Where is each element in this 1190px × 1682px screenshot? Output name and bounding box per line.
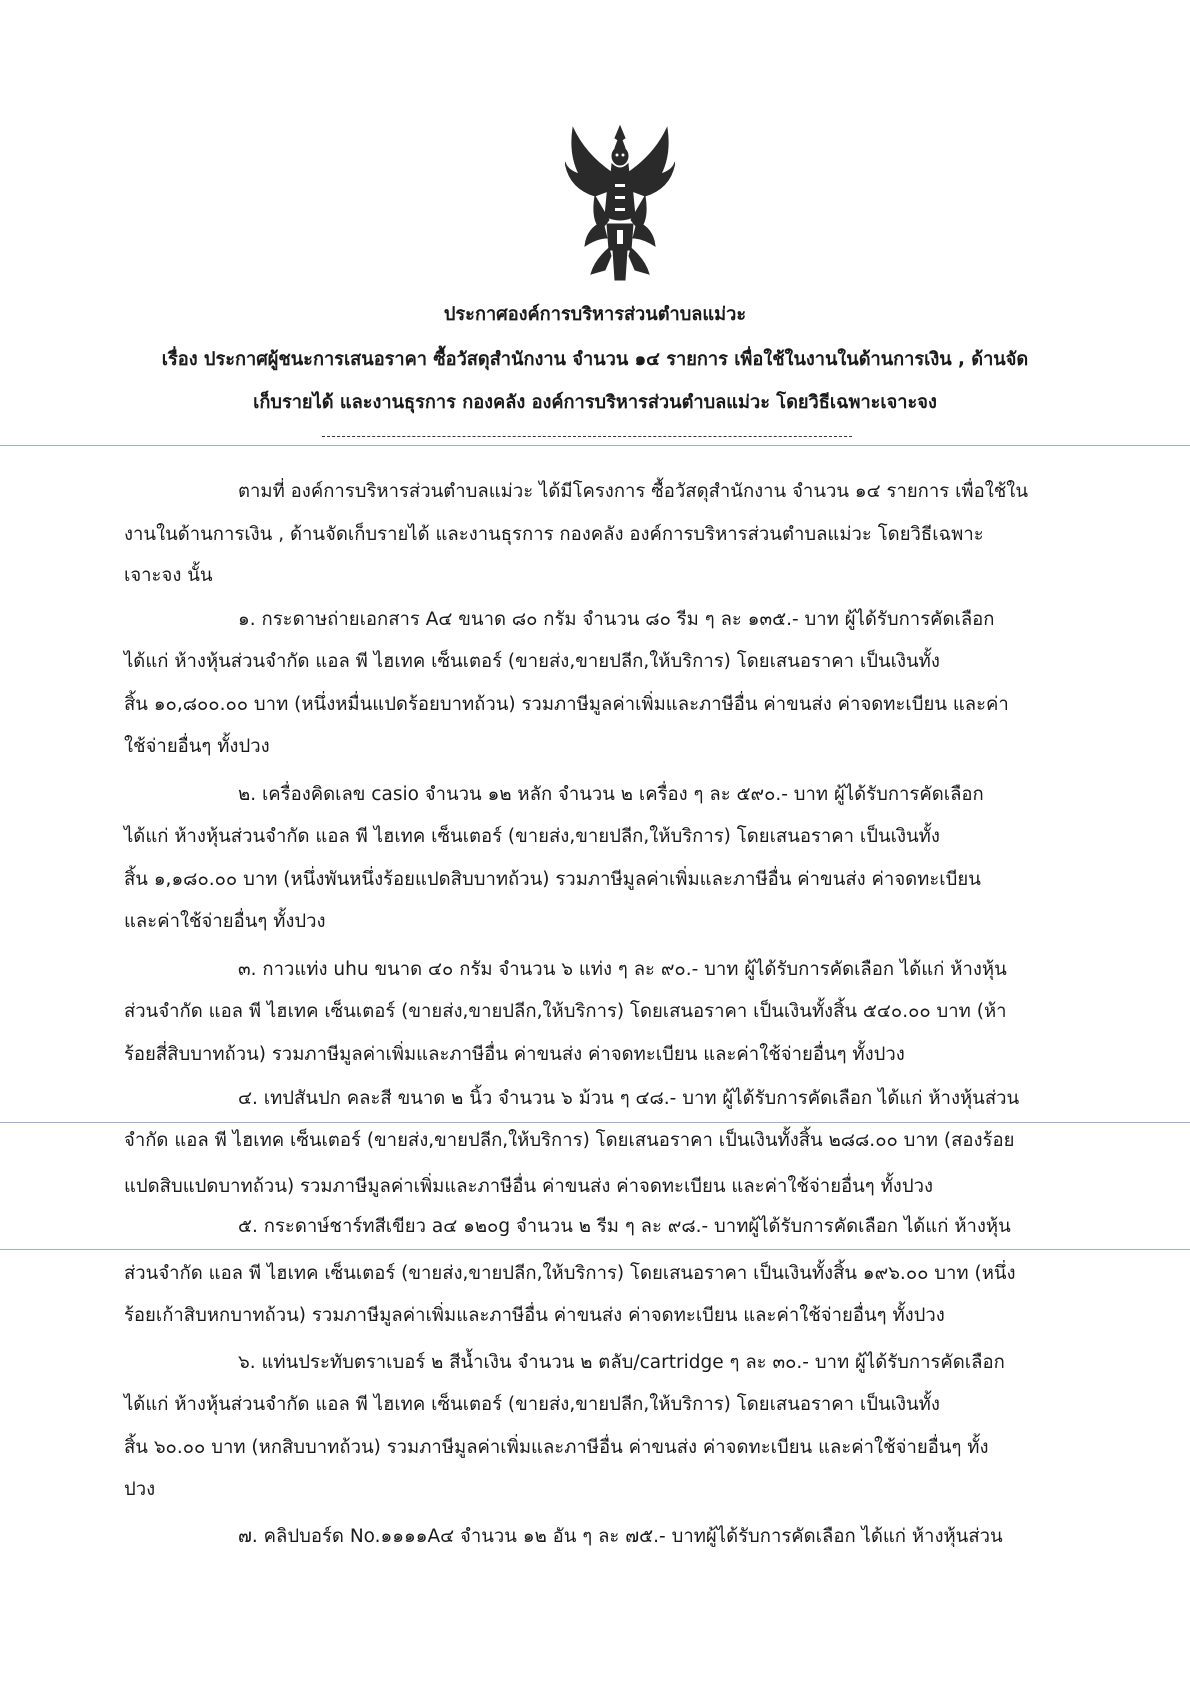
item-line: ส่วนจำกัด แอล พี ไฮเทค เซ็นเตอร์ (ขายส่ง,ขายปลีก,ให้บริการ) โดยเสนอราคา เป็นเงินทั้งสิ้น ๕๔๐.๐๐ บาท (ห้า [124,1001,1007,1022]
item-line: ปวง [124,1479,156,1500]
item-line: ได้แก่ ห้างหุ้นส่วนจำกัด แอล พี ไฮเทค เซ็นเตอร์ (ขายส่ง,ขายปลีก,ให้บริการ) โดยเสนอราคา เป็นเงินทั้ง [124,826,940,847]
scan-line [0,1249,1190,1250]
item-line: ๗. คลิปบอร์ด No.๑๑๑๑A๔ จำนวน ๑๒ อัน ๆ ละ ๗๕.- บาทผู้ได้รับการคัดเลือก ได้แก่ ห้างหุ้นส่วน [238,1526,1003,1547]
item-line: สิ้น ๑,๑๘๐.๐๐ บาท (หนึ่งพันหนึ่งร้อยแปดสิบบาทถ้วน) รวมภาษีมูลค่าเพิ่มและภาษีอื่น ค่าขนส่ง ค่าจดทะเบียน [124,869,981,890]
item-line: ส่วนจำกัด แอล พี ไฮเทค เซ็นเตอร์ (ขายส่ง,ขายปลีก,ให้บริการ) โดยเสนอราคา เป็นเงินทั้งสิ้น ๑๙๖.๐๐ บาท (หนึ่ง [124,1263,1016,1284]
scan-line [0,445,1190,446]
item-line: ๑. กระดาษถ่ายเอกสาร A๔ ขนาด ๘๐ กรัม จำนวน ๘๐ รีม ๆ ละ ๑๓๕.- บาท ผู้ได้รับการคัดเลือก [238,609,995,630]
item-line: สิ้น ๖๐.๐๐ บาท (หกสิบบาทถ้วน) รวมภาษีมูลค่าเพิ่มและภาษีอื่น ค่าขนส่ง ค่าจดทะเบียน และค่าใช้จ่ายอื่นๆ ทั้ง [124,1437,989,1458]
item-line: และค่าใช้จ่ายอื่นๆ ทั้งปวง [124,911,326,932]
subject-line: เรื่อง ประกาศผู้ชนะการเสนอราคา ซื้อวัสดุสำนักงาน จำนวน ๑๔ รายการ เพื่อใช้ในงานในด้านการเงิน , ด้านจัด [161,349,1029,370]
item-line: จำกัด แอล พี ไฮเทค เซ็นเตอร์ (ขายส่ง,ขายปลีก,ให้บริการ) โดยเสนอราคา เป็นเงินทั้งสิ้น ๒๘๘.๐๐ บาท (สองร้อย [124,1130,1015,1151]
garuda-emblem-icon [565,124,675,282]
document-title: ประกาศองค์การบริหารส่วนตำบลแม่วะ [443,304,747,325]
item-line: ๔. เทปสันปก คละสี ขนาด ๒ นิ้ว จำนวน ๖ ม้วน ๆ ๔๘.- บาท ผู้ได้รับการคัดเลือก ได้แก่ ห้างหุ้นส่วน [238,1088,1020,1109]
item-line: ๖. แท่นประทับตราเบอร์ ๒ สีน้ำเงิน จำนวน ๒ ตลับ/cartridge ๆ ละ ๓๐.- บาท ผู้ได้รับการคัดเลือก [238,1352,1005,1373]
scan-line [0,1122,1190,1123]
item-line: ใช้จ่ายอื่นๆ ทั้งปวง [124,736,270,757]
item-line: ได้แก่ ห้างหุ้นส่วนจำกัด แอล พี ไฮเทค เซ็นเตอร์ (ขายส่ง,ขายปลีก,ให้บริการ) โดยเสนอราคา เป็นเงินทั้ง [124,651,940,672]
item-line: ๕. กระดาษ์ชาร์ทสีเขียว a๔ ๑๒๐g จำนวน ๒ รีม ๆ ละ ๙๘.- บาทผู้ได้รับการคัดเลือก ได้แก่ ห้างหุ้น [238,1216,1011,1237]
item-line: ๒. เครื่องคิดเลข casio จำนวน ๑๒ หลัก จำนวน ๒ เครื่อง ๆ ละ ๕๙๐.- บาท ผู้ได้รับการคัดเลือก [238,784,984,805]
item-line: ได้แก่ ห้างหุ้นส่วนจำกัด แอล พี ไฮเทค เซ็นเตอร์ (ขายส่ง,ขายปลีก,ให้บริการ) โดยเสนอราคา เป็นเงินทั้ง [124,1394,940,1415]
intro-line: ตามที่ องค์การบริหารส่วนตำบลแม่วะ ได้มีโครงการ ซื้อวัสดุสำนักงาน จำนวน ๑๔ รายการ เพื่อใช้ใน [238,481,1028,502]
intro-line: งานในด้านการเงิน , ด้านจัดเก็บรายได้ และงานธุรการ กองคลัง องค์การบริหารส่วนตำบลแม่วะ โดยวิธีเฉพาะ [124,524,984,545]
intro-line: เจาะจง นั้น [124,565,213,586]
item-line: ๓. กาวแท่ง uhu ขนาด ๔๐ กรัม จำนวน ๖ แท่ง ๆ ละ ๙๐.- บาท ผู้ได้รับการคัดเลือก ได้แก่ ห้างหุ้น [238,959,1007,980]
subject-line: เก็บรายได้ และงานธุรการ กองคลัง องค์การบริหารส่วนตำบลแม่วะ โดยวิธีเฉพาะเจาะจง [253,392,937,413]
item-line: ร้อยเก้าสิบหกบาทถ้วน) รวมภาษีมูลค่าเพิ่มและภาษีอื่น ค่าขนส่ง ค่าจดทะเบียน และค่าใช้จ่ายอื่นๆ ทั้งปวง [124,1305,945,1326]
item-line: แปดสิบแปดบาทถ้วน) รวมภาษีมูลค่าเพิ่มและภาษีอื่น ค่าขนส่ง ค่าจดทะเบียน และค่าใช้จ่ายอื่นๆ ทั้งปวง [124,1176,934,1197]
header-separator [322,436,852,437]
item-line: ร้อยสี่สิบบาทถ้วน) รวมภาษีมูลค่าเพิ่มและภาษีอื่น ค่าขนส่ง ค่าจดทะเบียน และค่าใช้จ่ายอื่นๆ ทั้งปวง [124,1044,905,1065]
item-line: สิ้น ๑๐,๘๐๐.๐๐ บาท (หนึ่งหมื่นแปดร้อยบาทถ้วน) รวมภาษีมูลค่าเพิ่มและภาษีอื่น ค่าขนส่ง ค่าจดทะเบียน และค่า [124,694,1009,715]
